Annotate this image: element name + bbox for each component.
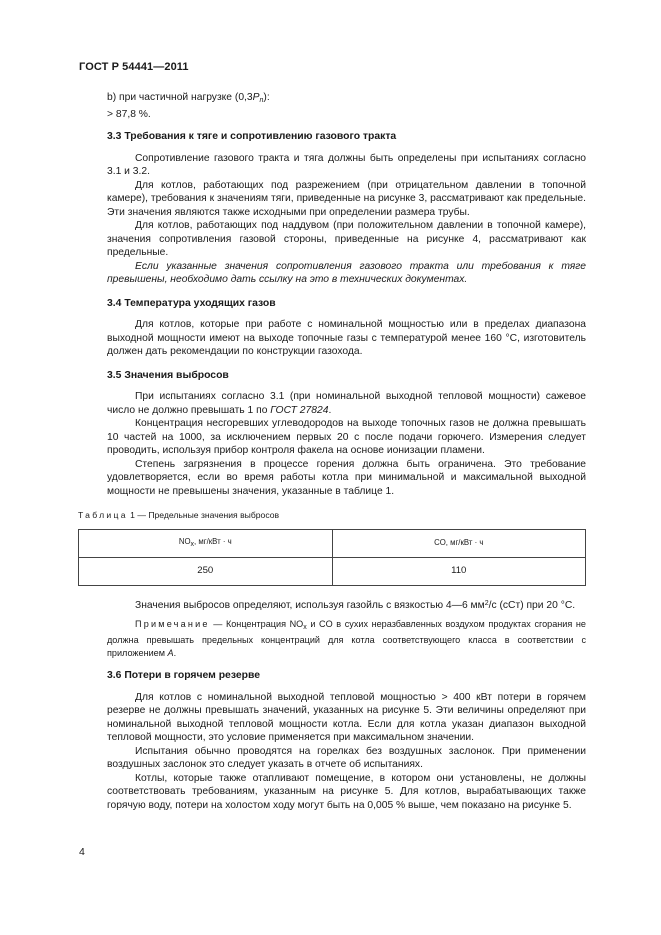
page-number: 4 [79, 846, 85, 858]
table-row [79, 557, 586, 585]
section-3-3-paragraph-2: Для котлов, работающих под разрежением (при отрицательном давлении в топочной камере), требования к значениям тяги, приведенные на рисунке 3, рассматривают как предельные. Эти значения являются также исходными при определении размера трубы. [107, 179, 586, 218]
section-3-3-paragraph-4: Если указанные значения сопротивления газового тракта или требования к тяге превышены, необходимо дать ссылку на это в технических документах. [107, 260, 586, 285]
page-content [78, 91, 586, 812]
section-3-3-paragraph-1: Сопротивление газового тракта и тяга должны быть определены при испытаниях согласно 3.1 и 3.2. [107, 152, 586, 177]
section-3-3-title: 3.3 Требования к тяге и сопротивлению газового тракта [107, 131, 397, 142]
partial-load-line: b) при частичной нагрузке $(0,3P_n)$: [107, 92, 270, 104]
gost-reference: ГОСТ 27824 [270, 404, 329, 416]
partial-load-value: > 87,8 %. [107, 108, 151, 120]
section-3-6-title: 3.6 Потери в горячем резерве [107, 670, 261, 682]
section-3-3-paragraph-3: Для котлов, работающих под наддувом (при положительном давлении в топочной камере), значения сопротивления газовой стороны, приведенные на рисунке 4, рассматривают как предельные. [107, 220, 586, 258]
section-3-5-paragraph-2: Концентрация несгоревших углеводородов на выходе топочных газов не должна превышать 10 частей на 1000, за исключением первых 20 с после подачи горючего. Измерения следует проводить, используя прибор контроля факела на основе ионизации пламени. [107, 418, 586, 456]
table-1-caption: Таблица 1 — Предельные значения выбросов [78, 510, 280, 520]
section-3-6-paragraph-3: Котлы, которые также отапливают помещение, в котором они установлены, не должны соответствовать требованиям, указанным на рисунке 5. Для котлов, вырабатывающих также горячую воду, потери на холостом ходу могут быть на 0,005 % выше, чем показано на рисунке 5. [107, 772, 586, 811]
section-3-5-paragraph-1: При испытаниях согласно 3.1 (при номинальной выходной тепловой мощности) сажевое число не должно превышать 1 по ГОСТ 27824. [107, 391, 586, 416]
section-3-6-paragraph-1: Для котлов с номинальной выходной тепловой мощностью > 400 кВт потери в горячем резерве не должны превышать значений, указанных на рисунке 5. Эти величины определяют при номинальной выходной тепловой мощности котла. Если для котла указан диапазон выходной тепловой мощности, это условие применяется при максимальном значении. [107, 691, 586, 744]
table-header-row [79, 529, 586, 557]
note-paragraph: Примечание — Концентрация $NO_x$ и CO в сухих неразбавленных воздухом продуктах сгорания не должна превышать предельных концентраций для котла соответствующего класса в соответствии с приложением А. [107, 619, 586, 658]
cell-nox-value: 250 [79, 557, 333, 585]
section-3-5-title: 3.5 Значения выбросов [107, 369, 229, 381]
emission-limits-table [78, 529, 586, 586]
section-3-4-title: 3.4 Температура уходящих газов [107, 297, 276, 309]
cell-co-value: 110 [332, 557, 586, 585]
header-cell-co: CO, мг/кВт · ч [332, 529, 586, 557]
section-3-5-paragraph-3: Степень загрязнения в процессе горения должна быть ограничена. Это требование удовлетворяется, если во время работы котла при минимальной и максимальной выходной мощности не превышены значения, указанные в таблице 1. [107, 458, 586, 497]
document-header: ГОСТ Р 54441—2011 [79, 61, 189, 73]
fuel-viscosity-paragraph: Значения выбросов определяют, используя газойль с вязкостью 4—6 $мм^2/с$ (сСт) при 20 °С. [135, 599, 576, 611]
section-3-4-paragraph-1: Для котлов, которые при работе с номинальной мощностью или в пределах диапазона выходной мощности имеют на выходе топочные газы с температурой менее 160 °С, изготовитель должен дать рекомендации по конструкции газохода. [107, 319, 586, 357]
section-3-6-paragraph-2: Испытания обычно проводятся на горелках без воздушных заслонок. При применении воздушных заслонок это следует указать в отчете об испытаниях. [107, 745, 586, 771]
header-cell-nox: NOx, мг/кВт · ч [79, 529, 333, 557]
